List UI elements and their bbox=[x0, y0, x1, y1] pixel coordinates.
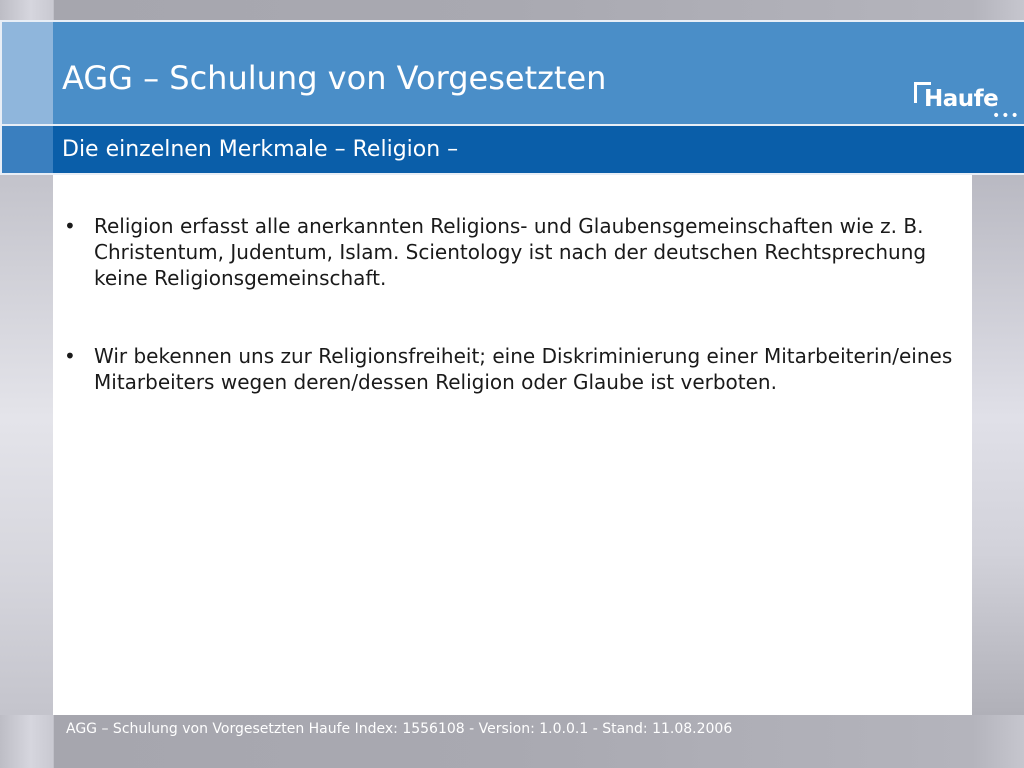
slide-footer: AGG – Schulung von Vorgesetzten Haufe Index: 1556108 - Version: 1.0.0.1 - Stand: 11.08.2006 bbox=[66, 721, 733, 737]
haufe-logo bbox=[912, 78, 1020, 126]
subtitle-bar-accent bbox=[0, 126, 53, 173]
slide-subtitle: Die einzelnen Merkmale – Religion – bbox=[62, 137, 459, 162]
bullet-item bbox=[63, 343, 953, 395]
slide-title: AGG – Schulung von Vorgesetzten bbox=[62, 59, 607, 97]
left-margin-panel bbox=[0, 175, 53, 715]
bullet-list bbox=[63, 213, 953, 447]
title-bar-accent bbox=[0, 22, 53, 124]
bullet-text: Religion erfasst alle anerkannten Religions- und Glaubensgemeinschaften wie z. B. Christentum, Judentum, Islam. Scientology ist nach der deutschen Rechtsprechung keine Religionsgemeinschaft. bbox=[94, 214, 927, 290]
subtitle-bar bbox=[0, 126, 1024, 175]
logo-text: Haufe bbox=[924, 86, 999, 112]
logo-dots-icon: ••• bbox=[992, 108, 1020, 124]
bullet-item bbox=[63, 213, 953, 291]
bullet-marker: • bbox=[64, 214, 76, 238]
slide-content bbox=[53, 175, 972, 715]
bullet-marker: • bbox=[64, 344, 76, 368]
right-margin-panel bbox=[972, 175, 1024, 715]
title-bar bbox=[0, 20, 1024, 126]
bullet-text: Wir bekennen uns zur Religionsfreiheit; eine Diskriminierung einer Mitarbeiterin/eines Mitarbeiters wegen deren/dessen Religion oder Glaube ist verboten. bbox=[94, 344, 953, 394]
